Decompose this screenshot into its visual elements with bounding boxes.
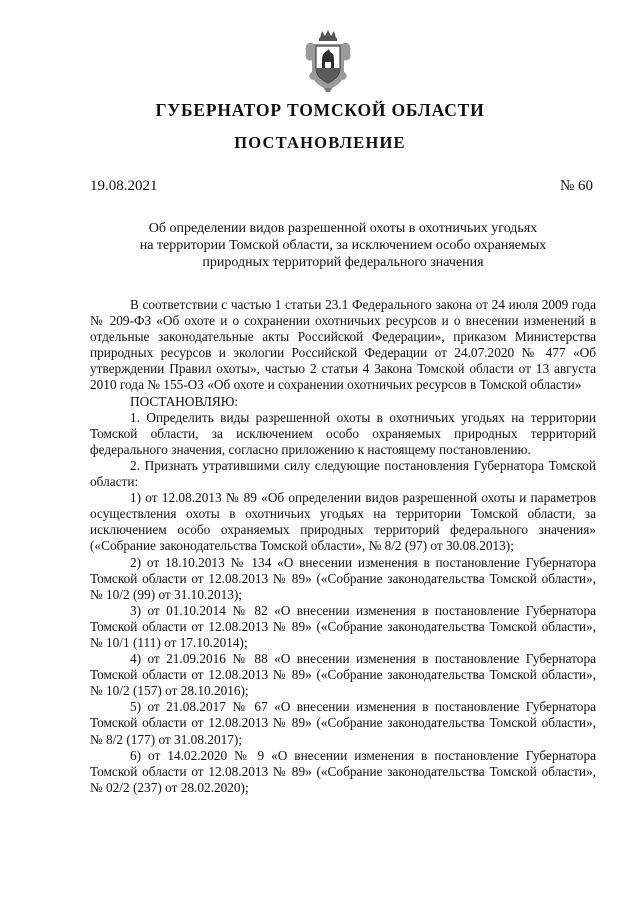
subject-line: Об определении видов разрешенной охоты в охотничьих угодьях xyxy=(148,221,538,236)
subject-line: природных территорий федерального значения xyxy=(202,255,484,270)
subject-line: на территории Томской области, за исключением особо охраняемых xyxy=(139,238,547,253)
document-number: № 60 xyxy=(559,178,593,194)
document-type: ПОСТАНОВЛЕНИЕ xyxy=(234,133,406,152)
issuer-title: ГУБЕРНАТОР ТОМСКОЙ ОБЛАСТИ xyxy=(155,100,485,120)
clause-1: 1. Определить виды разрешенной охоты в охотничьих угодьях на территории Томской области, за исключением особо охраняемых природных территорий федерального значения, согласно приложению к настоящему постановлению. xyxy=(90,409,596,457)
coat-of-arms-icon xyxy=(302,28,354,94)
repealed-item-5: 5) от 21.08.2017 № 67 «О внесении изменения в постановление Губернатора Томской области от 12.08.2013 № 89» («Собрание законодательства Томской области», № 8/2 (177) от 31.08.2017); xyxy=(90,699,596,747)
repealed-item-2: 2) от 18.10.2013 № 134 «О внесении изменения в постановление Губернатора Томской области от 12.08.2013 № 89» («Собрание законодательства Томской области», № 10/2 (99) от 31.10.2013); xyxy=(90,554,596,602)
resolve-heading: ПОСТАНОВЛЯЮ: xyxy=(130,393,239,409)
document-date: 19.08.2021 xyxy=(90,178,158,194)
repealed-item-3: 3) от 01.10.2014 № 82 «О внесении изменения в постановление Губернатора Томской области от 12.08.2013 № 89» («Собрание законодательства Томской области», № 10/1 (111) от 17.10.2014); xyxy=(90,602,596,650)
preamble-paragraph: В соответствии с частью 1 статьи 23.1 Федерального закона от 24 июля 2009 года № 209-ФЗ «Об охоте и о сохранении охотничьих ресурсов и о внесении изменений в отдельные законодательные акты Российской Федерации», приказом Министерства природных ресурсов и экологии Российской Федерации от 24.07.2020 № 477 «Об утверждении Правил охоты», частью 2 статьи 4 Закона Томской области от 13 августа 2010 года № 155-ОЗ «Об охоте и сохранении охотничьих ресурсов в Томской области» xyxy=(90,297,596,393)
document-body xyxy=(90,297,596,796)
repealed-item-4: 4) от 21.09.2016 № 88 «О внесении изменения в постановление Губернатора Томской области от 12.08.2013 № 89» («Собрание законодательства Томской области», № 10/2 (157) от 28.10.2016); xyxy=(90,651,596,699)
repealed-item-6: 6) от 14.02.2020 № 9 «О внесении изменения в постановление Губернатора Томской области от 12.08.2013 № 89» («Собрание законодательства Томской области», № 02/2 (237) от 28.02.2020); xyxy=(90,747,596,795)
clause-2: 2. Признать утратившими силу следующие постановления Губернатора Томской области: xyxy=(90,457,596,490)
repealed-item-1: 1) от 12.08.2013 № 89 «Об определении видов разрешенной охоты и параметров осуществления охоты в охотничьих угодьях на территории Томской области, за исключением особо охраняемых природных территорий федерального значения» («Собрание законодательства Томской области», № 8/2 (97) от 30.08.2013); xyxy=(90,490,596,554)
document-subject xyxy=(90,220,596,271)
